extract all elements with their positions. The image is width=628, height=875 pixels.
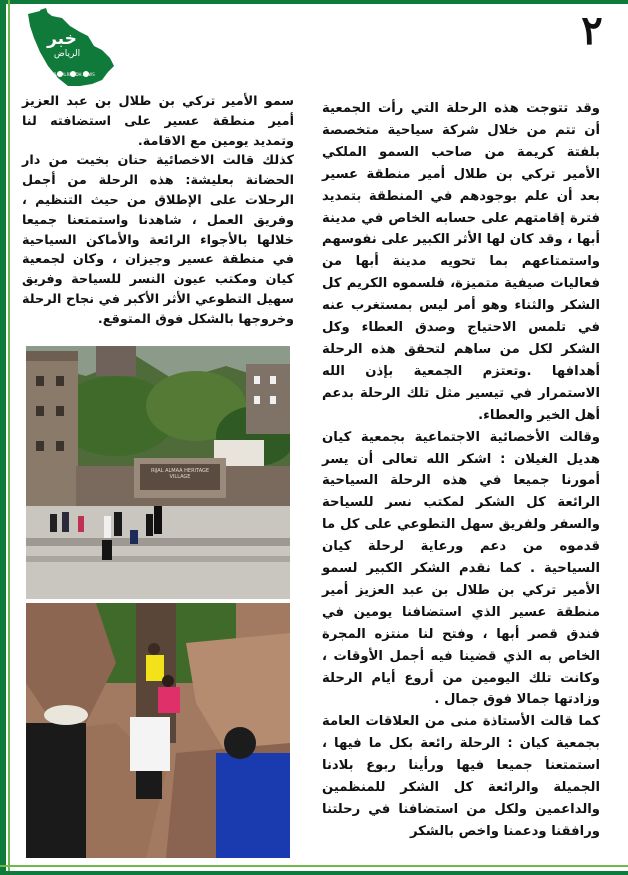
top-border <box>0 0 628 4</box>
heritage-sign-text: RIJAL ALMAA HERITAGE VILLAGE <box>150 468 210 480</box>
logo-city: الرياض <box>53 49 81 59</box>
paragraph: وقالت الأخصائية الاجتماعية بجمعية كيان هديل الغيلان : اشكر الله تعالى أن يسر أمورنا جميعا في هذه الرحلة السياحية الرائعة كل الشكر لمكتب نسر للسياحة والسفر ولفريق سهل التطوعي على كل ما قدموه من دعم ورعاية لرحلة كيان السياحية . كما نقدم الشكر الكبير لسمو الأمير تركي بن طلال بن عبد العزيز أمير منطقة عسير الذي استضافنا يومين في فندق قصر أبها ، وفتح لنا منتزه المجرة الخاص به الذي قضينا فيه أجمل الأوقات ، وكانت تلك اليومين من أروع أيام الرحلة وزادتها جمالا فوق جمال . <box>322 429 600 708</box>
logo-word: خبر <box>47 29 77 49</box>
paragraph: وقد تتوجت هذه الرحلة التي رأت الجمعية أن تتم من خلال شركة سياحية متخصصة بلفتة كريمة من صاحب السمو الملكي الأمير تركي بن طلال أمير منطقة عسير بعد أن علم بوجودهم في المنطقة بتمديد فترة إقامتهم على حسابه الخاص في مدينة أبها ، وقد كان لها الأثر الكبير على نفوسهم واستمتاعهم بما تحويه مدينة أبها من فعاليات صيفية متميزة، فلسموه الكريم كل الشكر والثناء وهو أمر ليس بمستغرب عنه في تلمس الاحتياج وصدق العطاء وكل الشكر لكل من ساهم لتحقق هذه الرحلة أهدافها .وتعتزم الجمعية بإذن الله الاستمرار في تيسير مثل تلك الرحلة بدعم أهل الخير والعطاء. <box>322 101 600 423</box>
paragraph: سمو الأمير تركي بن طلال بن عبد العزيز أمير منطقة عسير على استضافته لنا وتمديد يومين مع الاقامة. <box>22 94 294 149</box>
bottom-border <box>0 871 628 875</box>
logo-dots <box>50 62 90 70</box>
paragraph: كما قالت الأستاذة منى من العلاقات العامة بجمعية كيان : الرحلة رائعة بكل ما فيها ، استمتعنا جميعا فيها ورأينا ربوع بلادنا الجميلة والرائعة كل الشكر للمنظمين والداعمين ولكل من استضافنا في رحلتنا ورافقنا ودعمنا واخص بالشكر <box>322 714 600 839</box>
rock-climb-photo <box>26 603 290 858</box>
page-number: ٢ <box>581 7 603 54</box>
left-border <box>0 0 6 875</box>
village-plaza-photo <box>26 346 290 599</box>
bottom-border-accent <box>0 865 628 867</box>
logo-url: AKHBARALRIYADH.NEWS <box>45 72 95 77</box>
news-logo <box>22 6 118 88</box>
paragraph: كذلك قالت الاخصائية حنان بخيت من دار الحضانة بعليشة: هذه الرحلة من أجمل الرحلات على الإطلاق من حيث التنظيم ، وفريق العمل ، شاهدنا واستمتعنا جميعا خلالها بالأجواء الرائعة والأماكن السياحية في منطقة عسير وجيزان ، وكان لجمعية كيان ومكتب عيون النسر للسياحة وفريق سهيل التطوعي الأثر الأكبر في نجاح الرحلة وخروجها بالشكل فوق المتوقع. <box>22 153 294 327</box>
left-border-accent <box>8 0 10 875</box>
article-left-column <box>22 92 294 330</box>
article-right-column <box>322 98 600 843</box>
